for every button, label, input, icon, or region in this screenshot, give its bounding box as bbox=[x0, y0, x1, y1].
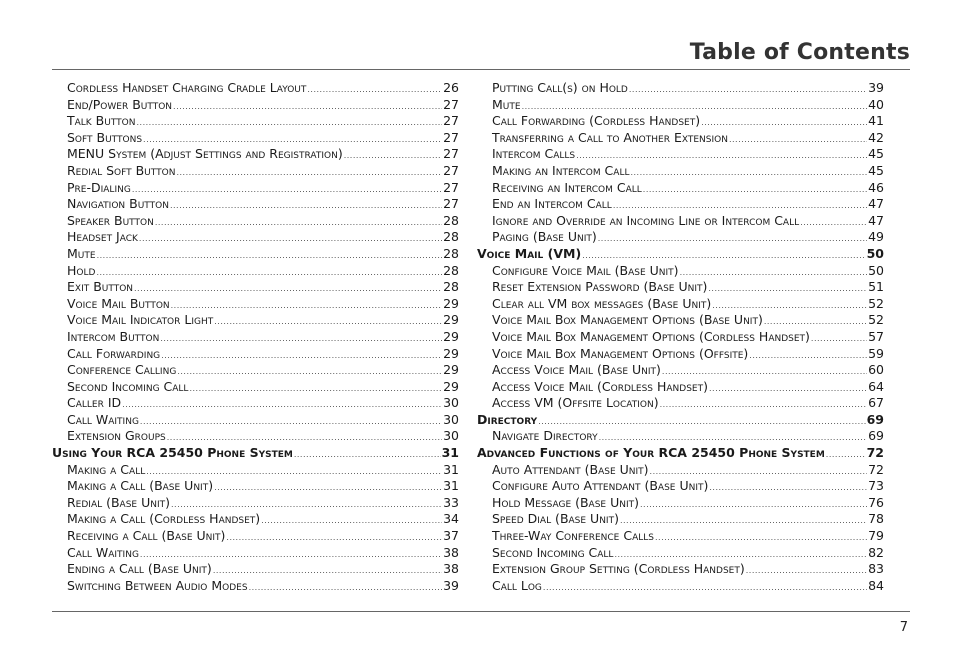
dot-leader bbox=[826, 447, 866, 464]
toc-entry-page: 45 bbox=[868, 162, 884, 178]
toc-entry-page: 47 bbox=[868, 196, 884, 212]
toc-entry-title: Intercom Calls bbox=[492, 146, 576, 162]
toc-entry-title: Making a Call (Base Unit) bbox=[67, 478, 214, 494]
toc-entry[interactable] bbox=[52, 229, 459, 246]
toc-entry-title: End/Power Button bbox=[67, 96, 173, 112]
toc-entry[interactable] bbox=[477, 296, 884, 313]
dot-leader bbox=[139, 231, 442, 248]
toc-entry-page: 46 bbox=[868, 179, 884, 195]
toc-entry-page: 59 bbox=[868, 345, 884, 361]
toc-entry-title: Advanced Functions of Your RCA 25450 Phone System bbox=[477, 445, 825, 461]
toc-section-entry[interactable] bbox=[477, 412, 884, 429]
toc-entry-title: Intercom Button bbox=[67, 328, 160, 344]
toc-entry[interactable] bbox=[52, 97, 459, 114]
toc-entry-page: 76 bbox=[868, 494, 884, 510]
toc-entry-title: Access Voice Mail (Cordless Handset) bbox=[492, 378, 708, 394]
toc-entry[interactable] bbox=[52, 545, 459, 562]
toc-entry[interactable] bbox=[52, 296, 459, 313]
dot-leader bbox=[122, 397, 442, 414]
toc-entry-page: 50 bbox=[866, 245, 884, 261]
dot-leader bbox=[746, 563, 867, 580]
toc-entry-title: End an Intercom Call bbox=[492, 196, 612, 212]
toc-entry-page: 27 bbox=[443, 179, 459, 195]
toc-left-column bbox=[52, 80, 459, 594]
toc-entry[interactable] bbox=[52, 146, 459, 163]
toc-entry[interactable] bbox=[477, 180, 884, 197]
dot-leader bbox=[189, 381, 442, 398]
toc-entry[interactable] bbox=[477, 478, 884, 495]
toc-entry[interactable] bbox=[477, 146, 884, 163]
toc-entry-title: Voice Mail Box Management Options (Base Unit) bbox=[492, 312, 763, 328]
dot-leader bbox=[176, 165, 442, 182]
toc-entry-title: Headset Jack bbox=[67, 229, 138, 245]
toc-entry-title: Receiving an Intercom Call bbox=[492, 179, 642, 195]
toc-entry-title: Access Voice Mail (Base Unit) bbox=[492, 362, 661, 378]
toc-entry-title: Putting Call(s) on Hold bbox=[492, 80, 628, 95]
toc-entry[interactable] bbox=[52, 196, 459, 213]
dot-leader bbox=[161, 348, 442, 365]
toc-entry-title: Voice Mail Button bbox=[67, 295, 170, 311]
toc-entry-page: 29 bbox=[443, 378, 459, 394]
toc-entry-title: Extension Groups bbox=[67, 428, 166, 444]
toc-entry-title: Call Forwarding (Cordless Handset) bbox=[492, 113, 701, 129]
dot-leader bbox=[344, 148, 442, 165]
dot-leader bbox=[655, 530, 867, 547]
toc-entry-title: Redial (Base Unit) bbox=[67, 494, 170, 510]
toc-entry-page: 31 bbox=[443, 478, 459, 494]
dot-leader bbox=[543, 580, 867, 597]
toc-entry-page: 30 bbox=[443, 411, 459, 427]
dot-leader bbox=[97, 248, 443, 265]
toc-entry[interactable] bbox=[52, 428, 459, 445]
toc-entry-title: Mute bbox=[492, 96, 521, 112]
toc-entry-title: Exit Button bbox=[67, 279, 134, 295]
toc-entry[interactable] bbox=[52, 478, 459, 495]
toc-entry[interactable] bbox=[477, 462, 884, 479]
toc-entry-title: Access VM (Offsite Location) bbox=[492, 395, 659, 411]
toc-entry[interactable] bbox=[52, 213, 459, 230]
toc-entry-page: 67 bbox=[868, 395, 884, 411]
toc-entry-title: Call Forwarding bbox=[67, 345, 161, 361]
dot-leader bbox=[140, 414, 442, 431]
toc-entry-title: Call Waiting bbox=[67, 411, 139, 427]
toc-entry-page: 26 bbox=[443, 80, 459, 95]
dot-leader bbox=[226, 530, 442, 547]
toc-entry[interactable] bbox=[52, 163, 459, 180]
toc-entry-page: 51 bbox=[868, 279, 884, 295]
dot-leader bbox=[709, 480, 867, 497]
toc-entry-title: MENU System (Adjust Settings and Registration) bbox=[67, 146, 343, 162]
toc-entry-title: Making an Intercom Call bbox=[492, 162, 630, 178]
toc-entry-page: 37 bbox=[443, 528, 459, 544]
toc-entry-page: 69 bbox=[868, 428, 884, 444]
dot-leader bbox=[640, 497, 867, 514]
toc-entry[interactable] bbox=[477, 80, 884, 97]
page-number: 7 bbox=[899, 620, 908, 635]
toc-entry-title: Auto Attendant (Base Unit) bbox=[492, 461, 649, 477]
toc-entry-title: Second Incoming Call bbox=[67, 378, 189, 394]
toc-entry-title: Speed Dial (Base Unit) bbox=[492, 511, 619, 527]
toc-entry[interactable] bbox=[52, 395, 459, 412]
toc-entry-page: 29 bbox=[443, 362, 459, 378]
toc-entry[interactable] bbox=[52, 80, 459, 97]
toc-entry-page: 50 bbox=[868, 262, 884, 278]
toc-entry-page: 83 bbox=[868, 561, 884, 577]
toc-entry[interactable] bbox=[477, 561, 884, 578]
toc-entry-title: Voice Mail Indicator Light bbox=[67, 312, 214, 328]
toc-entry-title: Cordless Handset Charging Cradle Layout bbox=[67, 80, 307, 95]
toc-entry-title: Call Waiting bbox=[67, 544, 139, 560]
bottom-divider bbox=[52, 611, 910, 612]
toc-entry-title: Ignore and Override an Incoming Line or Intercom Call bbox=[492, 212, 800, 228]
toc-entry[interactable] bbox=[477, 163, 884, 180]
toc-entry-page: 29 bbox=[443, 312, 459, 328]
dot-leader bbox=[709, 381, 867, 398]
toc-entry[interactable] bbox=[477, 495, 884, 512]
top-divider bbox=[52, 69, 910, 70]
dot-leader bbox=[643, 182, 867, 199]
page-title: Table of Contents bbox=[689, 40, 910, 65]
dot-leader bbox=[137, 115, 443, 132]
toc-entry[interactable] bbox=[477, 346, 884, 363]
toc-entry[interactable] bbox=[52, 113, 459, 130]
toc-section-entry[interactable] bbox=[52, 445, 459, 462]
toc-entry-page: 72 bbox=[868, 461, 884, 477]
toc-entry-page: 78 bbox=[868, 511, 884, 527]
dot-leader bbox=[307, 82, 442, 99]
toc-entry-page: 28 bbox=[443, 279, 459, 295]
toc-entry[interactable] bbox=[52, 561, 459, 578]
toc-entry-page: 60 bbox=[868, 362, 884, 378]
toc-entry[interactable] bbox=[477, 279, 884, 296]
toc-entry-page: 47 bbox=[868, 212, 884, 228]
toc-entry-title: Extension Group Setting (Cordless Handset) bbox=[492, 561, 745, 577]
toc-entry[interactable] bbox=[477, 329, 884, 346]
toc-entry-title: Making a Call bbox=[67, 461, 146, 477]
toc-entry-page: 38 bbox=[443, 561, 459, 577]
toc-entry-page: 79 bbox=[868, 528, 884, 544]
toc-entry[interactable] bbox=[477, 395, 884, 412]
toc-entry[interactable] bbox=[477, 578, 884, 595]
toc-entry-page: 69 bbox=[866, 411, 884, 427]
dot-leader bbox=[630, 165, 867, 182]
toc-entry-title: Switching Between Audio Modes bbox=[67, 577, 248, 593]
dot-leader bbox=[749, 348, 867, 365]
dot-leader bbox=[132, 182, 442, 199]
toc-entry-title: Clear all VM box messages (Base Unit) bbox=[492, 295, 712, 311]
toc-entry[interactable] bbox=[477, 113, 884, 130]
toc-entry-page: 27 bbox=[443, 96, 459, 112]
dot-leader bbox=[294, 447, 441, 464]
toc-entry[interactable] bbox=[477, 213, 884, 230]
toc-entry-page: 52 bbox=[868, 295, 884, 311]
dot-leader bbox=[155, 215, 442, 232]
toc-entry-title: Navigation Button bbox=[67, 196, 169, 212]
toc-entry[interactable] bbox=[477, 263, 884, 280]
toc-entry-title: Soft Buttons bbox=[67, 129, 143, 145]
toc-entry-title: Conference Calling bbox=[67, 362, 177, 378]
dot-leader bbox=[660, 397, 868, 414]
toc-entry-page: 31 bbox=[441, 445, 459, 461]
toc-entry-page: 29 bbox=[443, 295, 459, 311]
toc-entry[interactable] bbox=[52, 263, 459, 280]
toc-entry-page: 27 bbox=[443, 146, 459, 162]
dot-leader bbox=[620, 513, 867, 530]
toc-entry-page: 30 bbox=[443, 395, 459, 411]
toc-entry[interactable] bbox=[52, 462, 459, 479]
dot-leader bbox=[708, 281, 867, 298]
toc-entry-title: Transferring a Call to Another Extension bbox=[492, 129, 728, 145]
toc-entry-page: 49 bbox=[868, 229, 884, 245]
toc-entry[interactable] bbox=[477, 97, 884, 114]
toc-entry-page: 73 bbox=[868, 478, 884, 494]
dot-leader bbox=[214, 480, 442, 497]
toc-entry[interactable] bbox=[52, 412, 459, 429]
toc-right-column bbox=[477, 80, 884, 594]
toc-entry-page: 38 bbox=[443, 544, 459, 560]
toc-entry-page: 39 bbox=[443, 577, 459, 593]
toc-entry-page: 45 bbox=[868, 146, 884, 162]
toc-entry-page: 27 bbox=[443, 129, 459, 145]
toc-entry-page: 34 bbox=[443, 511, 459, 527]
toc-entry[interactable] bbox=[52, 346, 459, 363]
toc-entry-page: 30 bbox=[443, 428, 459, 444]
dot-leader bbox=[680, 265, 868, 282]
toc-entry-page: 84 bbox=[868, 577, 884, 593]
toc-entry[interactable] bbox=[52, 279, 459, 296]
toc-entry-title: Making a Call (Cordless Handset) bbox=[67, 511, 261, 527]
toc-entry-page: 28 bbox=[443, 245, 459, 261]
toc-entry[interactable] bbox=[477, 362, 884, 379]
toc-entry-page: 39 bbox=[868, 80, 884, 95]
toc-entry[interactable] bbox=[477, 312, 884, 329]
dot-leader bbox=[800, 215, 867, 232]
toc-entry-title: Reset Extension Password (Base Unit) bbox=[492, 279, 708, 295]
toc-entry-page: 64 bbox=[868, 378, 884, 394]
toc-entry-title: Ending a Call (Base Unit) bbox=[67, 561, 212, 577]
toc-entry[interactable] bbox=[52, 180, 459, 197]
dot-leader bbox=[214, 314, 442, 331]
toc-entry-page: 52 bbox=[868, 312, 884, 328]
toc-entry-page: 31 bbox=[443, 461, 459, 477]
toc-entry-title: Hold bbox=[67, 262, 96, 278]
toc-entry-title: Three-Way Conference Calls bbox=[492, 528, 654, 544]
toc-entry[interactable] bbox=[477, 545, 884, 562]
toc-entry-page: 27 bbox=[443, 196, 459, 212]
toc-entry-page: 29 bbox=[443, 345, 459, 361]
dot-leader bbox=[249, 580, 443, 597]
toc-entry-title: Hold Message (Base Unit) bbox=[492, 494, 639, 510]
toc-entry-title: Caller ID bbox=[67, 395, 122, 411]
toc-entry-page: 28 bbox=[443, 229, 459, 245]
toc-entry[interactable] bbox=[52, 329, 459, 346]
toc-entry[interactable] bbox=[477, 511, 884, 528]
toc-entry-page: 72 bbox=[866, 445, 884, 461]
toc-entry[interactable] bbox=[52, 130, 459, 147]
dot-leader bbox=[261, 513, 442, 530]
toc-entry-title: Configure Auto Attendant (Base Unit) bbox=[492, 478, 709, 494]
toc-entry-page: 40 bbox=[868, 96, 884, 112]
toc-entry-title: Voice Mail (VM) bbox=[477, 245, 582, 261]
toc-entry-page: 27 bbox=[443, 162, 459, 178]
toc-entry-page: 27 bbox=[443, 113, 459, 129]
toc-entry[interactable] bbox=[52, 495, 459, 512]
dot-leader bbox=[629, 82, 867, 99]
dot-leader bbox=[177, 364, 442, 381]
toc-entry-title: Receiving a Call (Base Unit) bbox=[67, 528, 226, 544]
toc-entry[interactable] bbox=[477, 229, 884, 246]
toc-entry-page: 33 bbox=[443, 494, 459, 510]
toc-entry-title: Navigate Directory bbox=[492, 428, 598, 444]
toc-entry-title: Redial Soft Button bbox=[67, 162, 176, 178]
toc-entry-page: 41 bbox=[868, 113, 884, 129]
toc-entry-page: 29 bbox=[443, 328, 459, 344]
dot-leader bbox=[729, 132, 867, 149]
toc-entry-page: 82 bbox=[868, 544, 884, 560]
toc-entry-title: Using Your RCA 25450 Phone System bbox=[52, 445, 293, 461]
toc-entry-page: 42 bbox=[868, 129, 884, 145]
toc-entry-title: Second Incoming Call bbox=[492, 544, 614, 560]
toc-entry-title: Voice Mail Box Management Options (Offsite) bbox=[492, 345, 749, 361]
dot-leader bbox=[134, 281, 442, 298]
toc-entry-title: Voice Mail Box Management Options (Cordless Handset) bbox=[492, 328, 810, 344]
dot-leader bbox=[96, 265, 442, 282]
toc-entry[interactable] bbox=[52, 578, 459, 595]
toc-entry[interactable] bbox=[52, 246, 459, 263]
toc-entry-page: 28 bbox=[443, 212, 459, 228]
dot-leader bbox=[170, 198, 442, 215]
toc-entry[interactable] bbox=[52, 379, 459, 396]
toc-entry-title: Call Log bbox=[492, 577, 542, 593]
dot-leader bbox=[598, 231, 867, 248]
toc-entry[interactable] bbox=[52, 312, 459, 329]
toc-entry-title: Talk Button bbox=[67, 113, 136, 129]
dot-leader bbox=[173, 99, 442, 116]
toc-entry-title: Mute bbox=[67, 245, 96, 261]
dot-leader bbox=[811, 331, 867, 348]
toc-entry[interactable] bbox=[52, 511, 459, 528]
toc-entry[interactable] bbox=[52, 528, 459, 545]
toc-entry-title: Pre-Dialing bbox=[67, 179, 131, 195]
toc-entry-title: Directory bbox=[477, 411, 538, 427]
toc-entry[interactable] bbox=[477, 379, 884, 396]
toc-entry-page: 57 bbox=[868, 328, 884, 344]
toc-entry-page: 28 bbox=[443, 262, 459, 278]
toc-entry-title: Paging (Base Unit) bbox=[492, 229, 597, 245]
toc-entry[interactable] bbox=[477, 130, 884, 147]
toc-entry-title: Configure Voice Mail (Base Unit) bbox=[492, 262, 679, 278]
toc-entry[interactable] bbox=[52, 362, 459, 379]
toc-entry[interactable] bbox=[477, 428, 884, 445]
toc-entry[interactable] bbox=[477, 196, 884, 213]
toc-entry[interactable] bbox=[477, 528, 884, 545]
dot-leader bbox=[160, 331, 442, 348]
toc-section-entry[interactable] bbox=[477, 246, 884, 263]
toc-entry-title: Speaker Button bbox=[67, 212, 154, 228]
toc-section-entry[interactable] bbox=[477, 445, 884, 462]
